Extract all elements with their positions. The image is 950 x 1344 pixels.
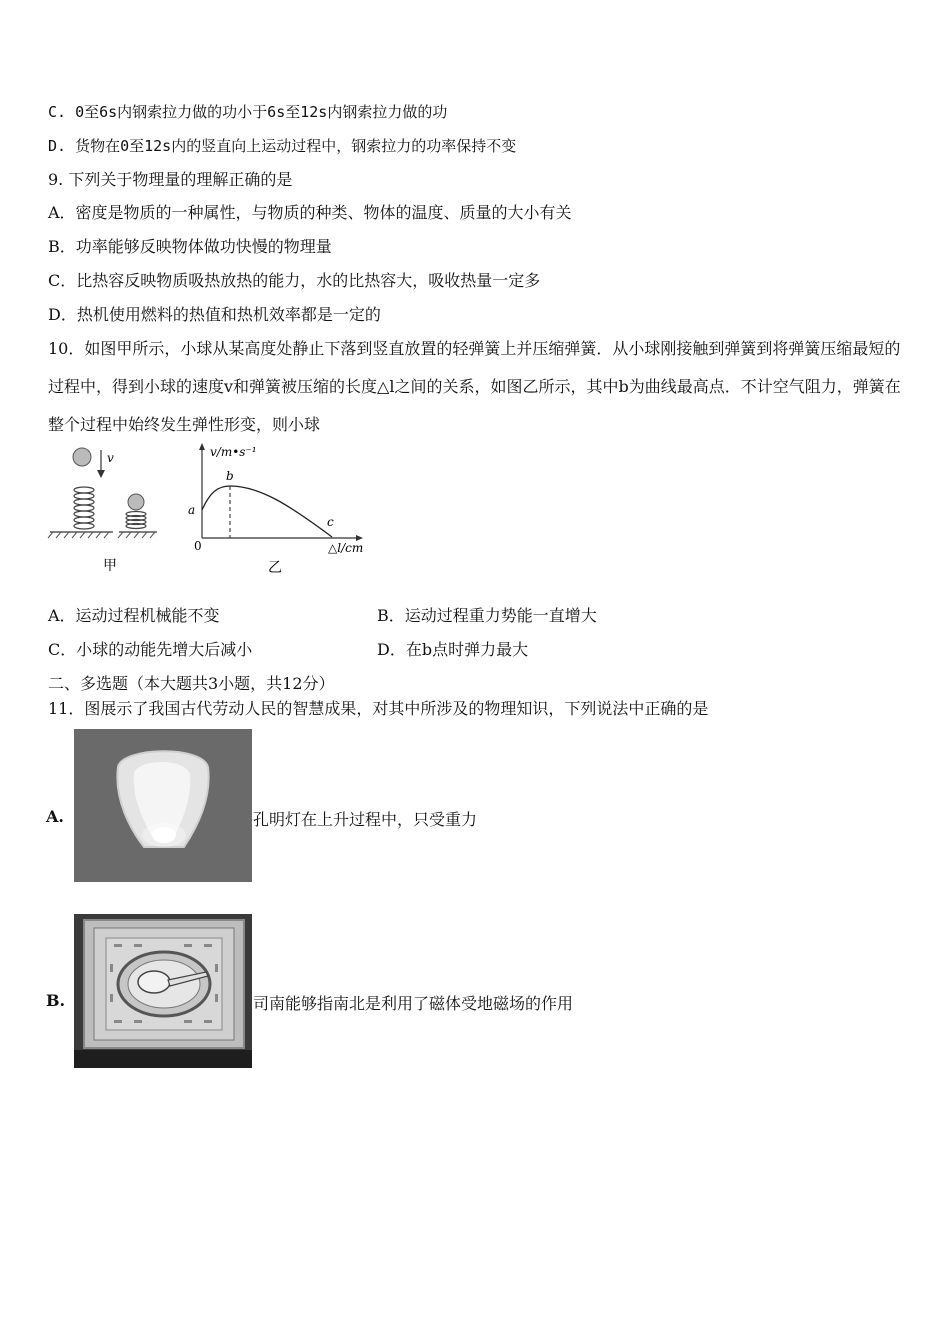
ground-hatch-right: [118, 532, 155, 538]
origin-label: 0: [194, 539, 202, 553]
y-axis-arrow: [199, 443, 205, 450]
q8-option-c: C. 0至6s内钢索拉力做的功小于6s至12s内钢索拉力做的功: [48, 103, 448, 121]
velocity-curve: [202, 486, 332, 537]
q10-option-c: C．小球的动能先增大后减小: [48, 640, 253, 659]
tall-spring: [74, 487, 94, 529]
resting-ball: [128, 494, 144, 510]
point-b-label: b: [226, 469, 234, 483]
x-axis-label: △l/cm: [328, 541, 364, 555]
q10-option-b: B．运动过程重力势能一直增大: [377, 606, 597, 625]
point-a-label: a: [188, 503, 196, 517]
sky-lantern-image: [74, 729, 252, 882]
q11-stem: 11．图展示了我国古代劳动人民的智慧成果，对其中所涉及的物理知识，下列说法中正确的是: [48, 699, 709, 718]
q8-option-d: D. 货物在0至12s内的竖直向上运动过程中，钢索拉力的功率保持不变: [48, 137, 517, 155]
section-title: 二、多选题（本大题共3小题，共12分）: [48, 674, 335, 693]
compressed-spring: [126, 512, 146, 529]
q10-option-a: A．运动过程机械能不变: [48, 606, 220, 625]
q9-option-c: C．比热容反映物质吸热放热的能力，水的比热容大，吸收热量一定多: [48, 271, 541, 290]
q9-option-a: A．密度是物质的一种属性，与物质的种类、物体的温度、质量的大小有关: [48, 203, 572, 222]
falling-ball: [73, 448, 91, 466]
q11-option-a-text: 孔明灯在上升过程中，只受重力: [253, 810, 478, 829]
q11-option-a-label: A.: [46, 807, 64, 826]
q9-option-b: B．功率能够反映物体做功快慢的物理量: [48, 237, 332, 256]
sinan-compass-image: [74, 914, 252, 1068]
q10-stem: 10．如图甲所示，小球从某高度处静止下落到竖直放置的轻弹簧上并压缩弹簧．从小球刚接触到弹簧到将弹簧压缩最短的过程中，得到小球的速度v和弹簧被压缩的长度△l之间的关系，如图乙所示，其中b为曲线最高点．不计空气阻力，弹簧在整个过程中始终发生弹性形变，则小球: [48, 339, 901, 434]
label-jia: 甲: [103, 558, 117, 574]
figure-jia: [45, 440, 185, 580]
ground-hatch-left: [48, 532, 109, 538]
q11-option-b-label: B.: [46, 991, 66, 1010]
q9-stem: 9. 下列关于物理量的理解正确的是: [48, 170, 293, 189]
point-c-label: c: [327, 515, 334, 529]
velocity-arrowhead: [97, 470, 105, 478]
y-axis-label: v/m•s⁻¹: [210, 445, 257, 459]
v-arrow-label: v: [107, 451, 114, 465]
q10-option-d: D．在b点时弹力最大: [377, 640, 529, 659]
figure-yi: [180, 440, 380, 580]
q11-option-b-text: 司南能够指南北是利用了磁体受地磁场的作用: [253, 994, 574, 1013]
q9-option-d: D．热机使用燃料的热值和热机效率都是一定的: [48, 305, 381, 324]
label-yi: 乙: [268, 560, 282, 576]
